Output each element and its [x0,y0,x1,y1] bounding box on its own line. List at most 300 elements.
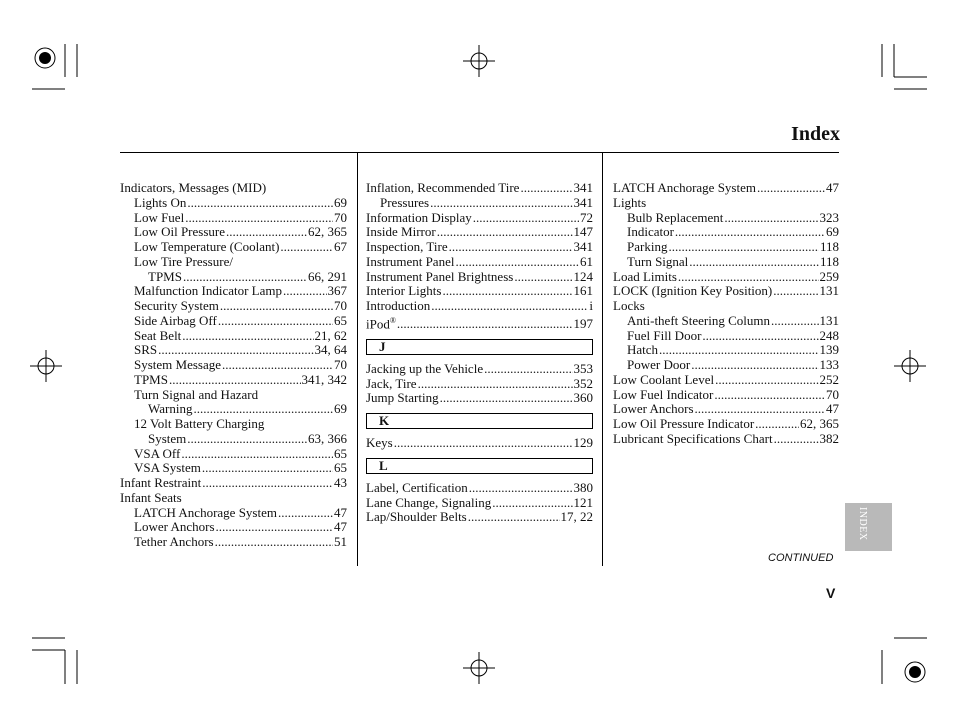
entry-page-ref[interactable]: 62, 365 [308,224,347,240]
entry-page-ref[interactable]: 197 [573,316,593,332]
entry-page-ref[interactable]: 248 [819,327,839,343]
index-entry[interactable] [366,255,593,270]
entry-label [627,211,723,226]
entry-label-text: Turn Signal and Hazard [134,386,259,402]
index-entry[interactable] [366,181,593,196]
dot-leader [185,211,333,226]
entry-label [366,270,513,285]
index-entry [613,196,839,211]
entry-label [134,388,258,403]
dot-leader [226,225,307,240]
entry-label [134,284,282,299]
entry-label-text: Anti-theft Steering Column [627,312,770,328]
index-entry[interactable] [120,432,347,447]
dot-leader [418,377,573,392]
dot-leader [678,270,819,285]
entry-page-ref[interactable]: 323 [819,209,839,225]
entry-page-ref[interactable]: 65 [334,312,347,328]
index-entry[interactable] [120,506,347,521]
dot-leader [202,461,333,476]
entry-label [366,391,439,406]
entry-label [613,284,772,299]
side-tab-label: INDEX [857,507,868,541]
entry-page-ref[interactable]: 118 [819,239,839,254]
entry-label-text: Instrument Panel [366,253,455,269]
dot-leader [283,284,326,299]
dot-leader [689,255,819,270]
entry-page-ref[interactable]: i [589,298,593,313]
entry-label [366,314,396,332]
index-entry[interactable] [120,343,347,358]
index-entry[interactable] [120,520,347,535]
dot-leader [449,240,573,255]
entry-label-text: Inside Mirror [366,224,436,240]
index-entry[interactable] [613,284,839,299]
entry-label-text: Inflation, Recommended Tire [366,180,520,195]
entry-label-text: 12 Volt Battery Charging [134,416,265,431]
entry-label [627,240,667,255]
index-entry[interactable] [613,417,839,432]
entry-label [120,491,182,506]
entry-page-ref[interactable]: 70 [334,357,347,372]
dot-leader [774,432,819,447]
dot-leader [280,240,333,255]
index-entry[interactable] [366,314,593,332]
entry-label-text: Security System [134,298,219,313]
entry-label [134,358,221,373]
entry-label-text: Locks [613,298,645,313]
dot-leader [215,535,333,550]
entry-label-text: Lane Change, Signaling [366,494,492,510]
entry-label [134,506,277,521]
dot-leader [473,211,579,226]
index-entry [120,388,347,403]
entry-label [366,240,448,255]
entry-label [366,255,454,270]
index-entry [120,181,347,196]
index-entry [613,299,839,314]
entry-label [134,314,217,329]
entry-label [366,362,483,377]
entry-label [613,270,677,285]
entry-label-text: Fuel Fill Door [627,327,702,343]
entry-label-text: TPMS [148,268,182,284]
entry-page-ref[interactable]: 161 [573,283,593,299]
index-entry[interactable] [366,284,593,299]
entry-label [366,211,472,226]
index-entry[interactable] [613,181,839,196]
entry-label-text: Instrument Panel Brightness [366,268,514,284]
entry-page-ref[interactable]: 121 [573,494,593,510]
index-entry[interactable] [120,211,347,226]
entry-label-text: Tether Anchors [134,534,214,549]
index-entry[interactable] [120,196,347,211]
dot-leader [514,270,572,285]
entry-label [134,520,215,535]
index-entry[interactable] [366,377,593,392]
dot-leader [691,358,818,373]
entry-label-text: Inspection, Tire [366,239,448,254]
entry-label-text: Warning [148,401,193,417]
entry-label-text: System [148,430,187,446]
dot-leader [714,388,825,403]
entry-label [366,299,430,314]
entry-label-text: Lap/Shoulder Belts [366,509,467,525]
index-entry [120,491,347,506]
dot-leader [220,299,333,314]
dot-leader [169,373,301,388]
dot-leader [675,225,825,240]
dot-leader [755,417,799,432]
dot-leader [202,476,333,491]
index-entry[interactable] [613,255,839,270]
index-entry [120,417,347,432]
dot-leader [158,343,313,358]
entry-label [134,240,279,255]
dot-leader [442,284,572,299]
dot-leader [222,358,333,373]
entry-label [134,329,181,344]
entry-label [134,447,180,462]
entry-label [627,255,688,270]
entry-label-text: Low Fuel Indicator [613,386,714,402]
entry-label [627,358,690,373]
entry-page-ref[interactable]: 66, 291 [308,268,347,284]
index-entry[interactable] [120,447,347,462]
entry-label [134,196,186,211]
entry-label-text: Label, Certification [366,479,468,495]
index-entry[interactable] [366,240,593,255]
entry-label [148,270,182,285]
entry-page-ref[interactable]: 133 [819,357,839,372]
entry-label [366,377,417,392]
entry-label-text: Interior Lights [366,283,442,299]
dot-leader [440,391,573,406]
entry-label [627,329,701,344]
entry-page-ref[interactable]: 131 [819,283,839,299]
entry-label-text: Lower Anchors [134,519,215,535]
entry-page-ref[interactable]: 341 [573,180,593,195]
dot-leader [187,196,333,211]
entry-label [627,225,674,240]
dot-leader [183,270,307,285]
index-entry[interactable] [366,496,593,511]
entry-page-ref[interactable]: 360 [573,390,593,406]
entry-label [380,196,429,211]
entry-label [366,510,467,525]
entry-label-text: LOCK (Ignition Key Position) [613,283,773,299]
dot-leader [193,402,333,417]
entry-label [613,432,773,447]
index-entry[interactable] [613,329,839,344]
entry-label [134,211,184,226]
entry-label-text: Low Coolant Level [613,371,715,387]
entry-label-text: Bulb Replacement [627,209,724,225]
index-entry[interactable] [120,299,347,314]
entry-page-ref[interactable]: 21, 62 [314,327,347,343]
dot-leader [187,432,307,447]
index-entry[interactable] [120,314,347,329]
dot-leader [773,284,818,299]
entry-label [148,432,186,447]
dot-leader [218,314,333,329]
index-entry[interactable] [613,270,839,285]
index-entry[interactable] [613,432,839,447]
entry-label [134,299,219,314]
entry-label [134,225,225,240]
dot-leader [724,211,818,226]
index-entry[interactable] [613,358,839,373]
entry-label-text: Lubricant Specifications Chart [613,430,773,446]
index-entry[interactable] [120,240,347,255]
entry-label [134,343,157,358]
index-entry[interactable] [366,391,593,406]
entry-page-ref[interactable]: 70 [334,298,347,313]
entry-page-ref[interactable]: 380 [573,479,593,495]
index-entry[interactable] [120,461,347,476]
entry-label-text: Keys [366,435,393,451]
entry-label-text: Indicator [627,224,674,240]
entry-label-text: TPMS [134,371,168,387]
index-entry[interactable] [613,388,839,403]
entry-label [627,314,770,329]
entry-label-text: Low Fuel [134,209,185,225]
index-entry[interactable] [366,510,593,525]
entry-label [366,481,468,496]
index-entry[interactable] [120,329,347,344]
entry-page-ref[interactable]: 47 [334,504,347,520]
index-entry[interactable] [613,343,839,358]
entry-label [627,343,658,358]
entry-page-ref[interactable]: 72 [580,209,593,225]
entry-label-text: Jump Starting [366,390,439,406]
entry-page-ref[interactable]: 43 [334,475,347,490]
entry-label-text: Introduction [366,298,431,313]
entry-label-text: Jacking up the Vehicle [366,360,484,376]
entry-label-text: Lights [613,194,647,210]
entry-label [366,181,519,196]
entry-page-ref[interactable]: 341, 342 [301,371,347,387]
entry-label-text: SRS [134,342,158,358]
entry-label-text: Turn Signal [627,253,689,269]
dot-leader [431,299,588,314]
index-entry[interactable] [613,240,839,255]
entry-label-text: Low Oil Pressure [134,224,225,240]
entry-label [134,417,264,432]
entry-label-text: LATCH Anchorage System [613,180,756,195]
dot-leader [757,181,825,196]
entry-label-text: Malfunction Indicator Lamp [134,283,283,299]
entry-label [366,436,393,451]
entry-label-text: Lights On [134,194,187,210]
entry-page-ref[interactable]: 63, 366 [308,430,347,446]
entry-label-text: Low Tire Pressure/ [134,253,233,269]
index-entry[interactable] [120,402,347,417]
entry-page-ref[interactable]: 353 [573,360,593,376]
dot-leader [520,181,572,196]
entry-label [366,225,436,240]
entry-label [613,196,646,211]
continued-note: CONTINUED [768,552,834,564]
section-letter-heading: L [366,458,593,474]
dot-leader [492,496,572,511]
entry-page-ref[interactable]: 69 [826,224,839,240]
entry-page-ref[interactable]: 124 [573,268,593,284]
entry-label-text: Infant Seats [120,489,182,505]
entry-label-text: Power Door [627,357,691,372]
entry-label [120,181,266,196]
entry-page-ref[interactable]: 131 [819,312,839,328]
index-entry[interactable] [366,299,593,314]
dot-leader [659,343,818,358]
dot-leader [437,225,573,240]
dot-leader [181,447,333,462]
index-entry[interactable] [120,373,347,388]
index-entry[interactable] [613,314,839,329]
entry-label-text: Low Temperature (Coolant) [134,239,280,254]
index-entry[interactable] [366,270,593,285]
entry-page-ref[interactable]: 34, 64 [314,342,347,358]
page-number: V [826,585,836,601]
entry-page-ref[interactable]: 47 [826,180,839,195]
entry-page-ref[interactable]: 139 [819,342,839,358]
entry-label-text: Seat Belt [134,327,182,343]
entry-label-text: VSA Off [134,445,181,461]
entry-page-ref[interactable]: 118 [819,253,839,269]
dot-leader [430,196,572,211]
entry-label-text: iPod [366,316,390,332]
entry-label [613,181,756,196]
entry-page-ref[interactable]: 47 [826,401,839,417]
entry-label-text: Parking [627,239,668,254]
entry-label-text: System Message [134,357,222,372]
entry-label [134,535,214,550]
entry-page-ref[interactable]: 69 [334,194,347,210]
dot-leader [182,329,313,344]
index-column-3 [613,181,839,447]
entry-label [134,461,201,476]
dot-leader [216,520,333,535]
index-entry[interactable] [366,211,593,226]
dot-leader [394,436,573,451]
entry-page-ref[interactable]: 65 [334,460,347,476]
dot-leader [468,510,560,525]
index-column-1 [120,181,347,550]
dot-leader [397,317,573,332]
index-entry[interactable] [366,362,593,377]
dot-leader [702,329,818,344]
entry-label [613,388,713,403]
index-entry[interactable] [613,373,839,388]
index-side-tab[interactable] [845,503,892,551]
entry-label-text: Hatch [627,342,659,358]
entry-label [148,402,192,417]
index-entry[interactable] [120,535,347,550]
index-entry[interactable] [613,211,839,226]
index-entry[interactable] [366,481,593,496]
entry-page-ref[interactable]: 69 [334,401,347,417]
page-title: Index [791,123,840,145]
index-column-2 [366,181,593,525]
entry-page-ref[interactable]: 62, 365 [800,416,839,431]
entry-label-text: Pressures [380,194,430,210]
entry-page-ref[interactable]: 367 [327,283,347,299]
dot-leader [695,402,825,417]
entry-label-text: LATCH Anchorage System [134,504,277,520]
index-entry[interactable] [120,270,347,285]
dot-leader [455,255,579,270]
registered-mark: ® [389,315,396,325]
dot-leader [484,362,572,377]
entry-label [366,496,491,511]
index-entry[interactable] [120,225,347,240]
entry-page-ref[interactable]: 341 [573,194,593,210]
entry-label [134,373,168,388]
entry-label-text: Jack, Tire [366,375,417,391]
entry-label-text: Indicators, Messages (MID) [120,180,267,195]
dot-leader [668,240,819,255]
entry-label [134,255,233,270]
dot-leader [469,481,573,496]
section-letter-heading: J [366,339,593,355]
entry-label-text: Load Limits [613,268,677,284]
entry-page-ref[interactable]: 341 [573,239,593,254]
entry-page-ref[interactable]: 67 [334,239,347,254]
entry-label-text: Infant Restraint [120,475,202,490]
index-entry[interactable] [366,436,593,451]
index-entry[interactable] [613,225,839,240]
dot-leader [715,373,818,388]
entry-page-ref[interactable]: 17, 22 [560,509,593,525]
entry-page-ref[interactable]: 382 [819,430,839,446]
entry-page-ref[interactable]: 252 [819,371,839,387]
index-entry[interactable] [613,402,839,417]
entry-label-text: VSA System [134,460,201,476]
header-rule [120,152,839,153]
entry-label [366,284,441,299]
entry-page-ref[interactable]: 147 [573,224,593,240]
index-entry[interactable] [366,196,593,211]
section-letter-heading: K [366,413,593,429]
entry-page-ref[interactable]: 70 [826,386,839,402]
index-entry[interactable] [120,284,347,299]
entry-page-ref[interactable]: 259 [819,268,839,284]
dot-leader [278,506,333,521]
entry-label [613,299,645,314]
entry-page-ref[interactable]: 352 [573,375,593,391]
index-entry[interactable] [120,358,347,373]
index-entry[interactable] [120,476,347,491]
entry-page-ref[interactable]: 47 [334,519,347,535]
entry-label [613,402,694,417]
entry-page-ref[interactable]: 61 [580,253,593,269]
entry-page-ref[interactable]: 51 [334,534,347,549]
entry-page-ref[interactable]: 129 [573,435,593,451]
entry-label [613,417,754,432]
index-entry [120,255,347,270]
entry-label-text: Low Oil Pressure Indicator [613,416,755,431]
entry-label [613,373,714,388]
entry-label-text: Side Airbag Off [134,312,217,328]
entry-label-text: Information Display [366,209,472,225]
entry-page-ref[interactable]: 70 [334,209,347,225]
entry-label-text: Lower Anchors [613,401,694,417]
index-entry[interactable] [366,225,593,240]
dot-leader [771,314,819,329]
entry-label [120,476,201,491]
column-divider [602,152,603,566]
entry-page-ref[interactable]: 65 [334,445,347,461]
